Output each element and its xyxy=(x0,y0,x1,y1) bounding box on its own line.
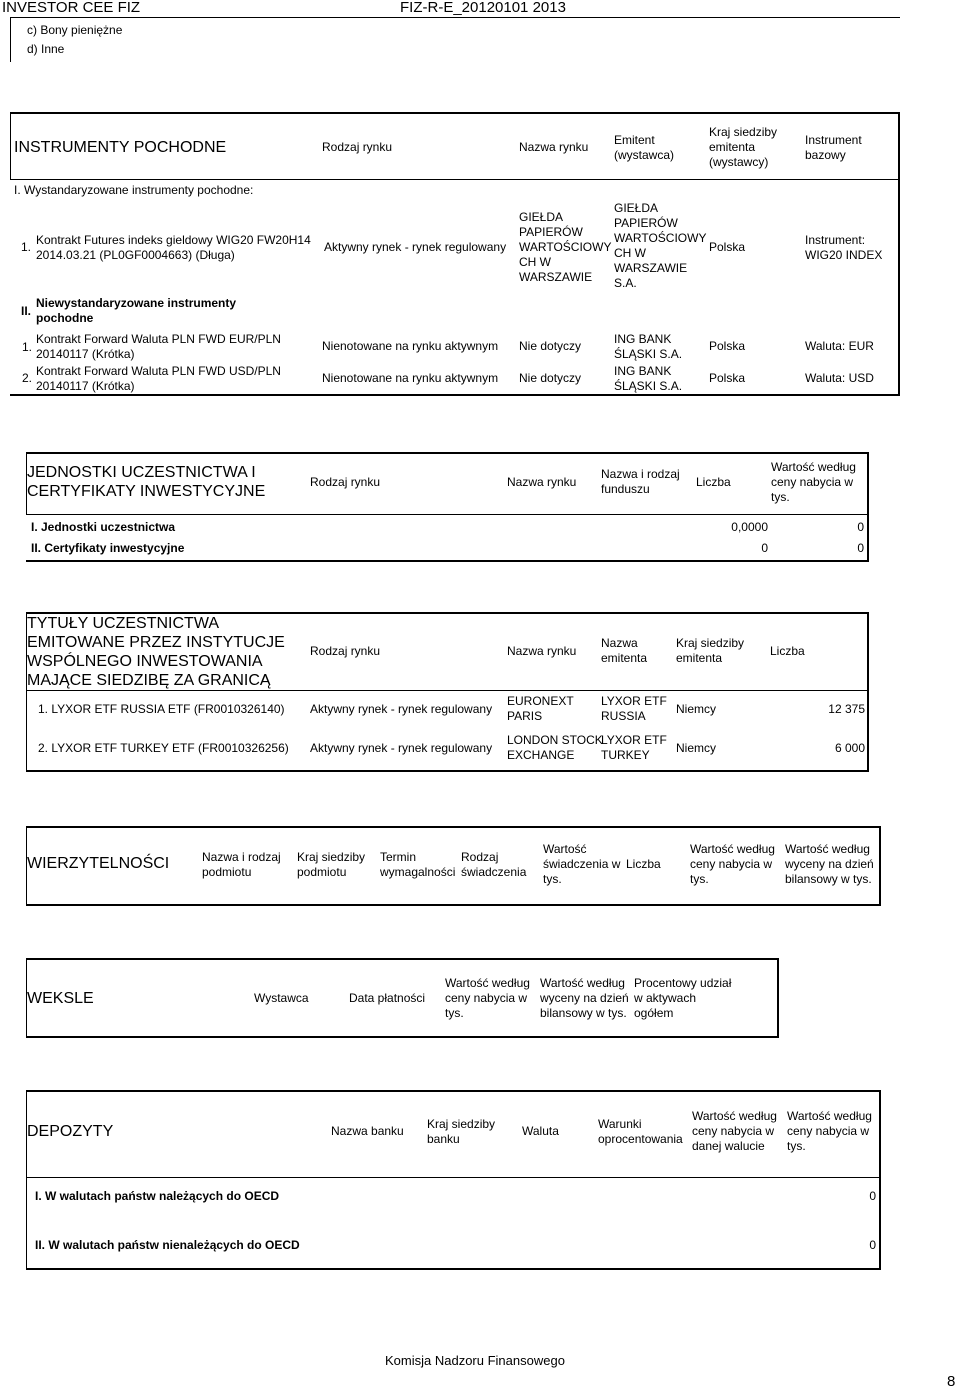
col-issuer-country: Kraj siedziby emitenta (wystawcy) xyxy=(709,125,778,169)
top-border xyxy=(10,17,900,18)
col-count: Liczba xyxy=(696,475,731,489)
col-benefit-value: Wartość świadczenia w tys. xyxy=(543,842,621,886)
col-balance-value: Wartość według wyceny na dzień bilansowy w tys. xyxy=(540,976,629,1020)
header-fund-name: INVESTOR CEE FIZ xyxy=(2,0,141,16)
col-issuer: Nazwa emitenta xyxy=(601,636,648,665)
col-entity-country: Kraj siedziby podmiotu xyxy=(297,850,366,879)
col-payment-date: Data płatności xyxy=(349,991,426,1005)
col-drawer: Wystawca xyxy=(254,991,309,1005)
row-inne: d) Inne xyxy=(27,42,65,56)
col-issuer: Emitent (wystawca) xyxy=(614,133,675,162)
col-assets-share: Procentowy udział w aktywach ogółem xyxy=(634,976,732,1020)
page-number: 8 xyxy=(947,1373,956,1390)
col-market-name: Nazwa rynku xyxy=(507,644,577,658)
col-value: Wartość według ceny nabycia w tys. xyxy=(771,460,856,504)
top-left-border xyxy=(10,17,11,62)
col-issuer-country: Kraj siedziby emitenta xyxy=(676,636,745,665)
col-entity-name: Nazwa i rodzaj podmiotu xyxy=(202,850,281,879)
col-cost-value: Wartość według ceny nabycia w tys. xyxy=(787,1109,872,1153)
col-balance-value: Wartość według wyceny na dzień bilansowy w tys. xyxy=(785,842,874,886)
section-non-standardized: Niewystandaryzowane instrumenty pochodne xyxy=(36,296,237,325)
footer-agency: Komisja Nadzoru Finansowego xyxy=(385,1353,565,1368)
col-count: Liczba xyxy=(626,857,661,871)
derivatives-title: INSTRUMENTY POCHODNE xyxy=(14,139,227,156)
section-standardized: I. Wystandaryzowane instrumenty pochodne: xyxy=(14,183,254,197)
header-report-id: FIZ-R-E_20120101 2013 xyxy=(400,0,566,16)
col-market-type: Rodzaj rynku xyxy=(310,475,381,489)
col-base-instrument: Instrument bazowy xyxy=(805,133,862,162)
units-title: JEDNOSTKI UCZESTNICTWA I CERTYFIKATY INWESTYCYJNE xyxy=(27,464,266,500)
row-bony: c) Bony pieniężne xyxy=(27,23,123,37)
col-fund-name: Nazwa i rodzaj funduszu xyxy=(601,467,680,496)
col-cost-value: Wartość według ceny nabycia w tys. xyxy=(445,976,530,1020)
col-market-type: Rodzaj rynku xyxy=(310,644,381,658)
col-cost-currency: Wartość według ceny nabycia w danej walucie xyxy=(692,1109,777,1153)
col-bank-country: Kraj siedziby banku xyxy=(427,1117,496,1146)
receivables-title: WIERZYTELNOŚCI xyxy=(27,855,170,872)
col-bank-name: Nazwa banku xyxy=(331,1124,404,1138)
bills-title: WEKSLE xyxy=(27,990,94,1007)
section-non-standardized-num: II. xyxy=(21,304,32,318)
col-currency: Waluta xyxy=(522,1124,559,1138)
col-market-name: Nazwa rynku xyxy=(507,475,577,489)
foreign-funds-title: TYTUŁY UCZESTNICTWA EMITOWANE PRZEZ INSTYTUCJE WSPÓLNEGO INWESTOWANIA MAJĄCE SIEDZIBĘ ZA GRANICĄ xyxy=(27,615,285,689)
col-market-type: Rodzaj rynku xyxy=(322,140,393,154)
col-benefit-type: Rodzaj świadczenia xyxy=(461,850,527,879)
col-interest-terms: Warunki oprocentowania xyxy=(598,1117,683,1146)
col-count: Liczba xyxy=(770,644,805,658)
deposits-title: DEPOZYTY xyxy=(27,1123,114,1140)
col-cost-value: Wartość według ceny nabycia w tys. xyxy=(690,842,775,886)
col-market-name: Nazwa rynku xyxy=(519,140,589,154)
col-due-date: Termin wymagalności xyxy=(380,850,456,879)
